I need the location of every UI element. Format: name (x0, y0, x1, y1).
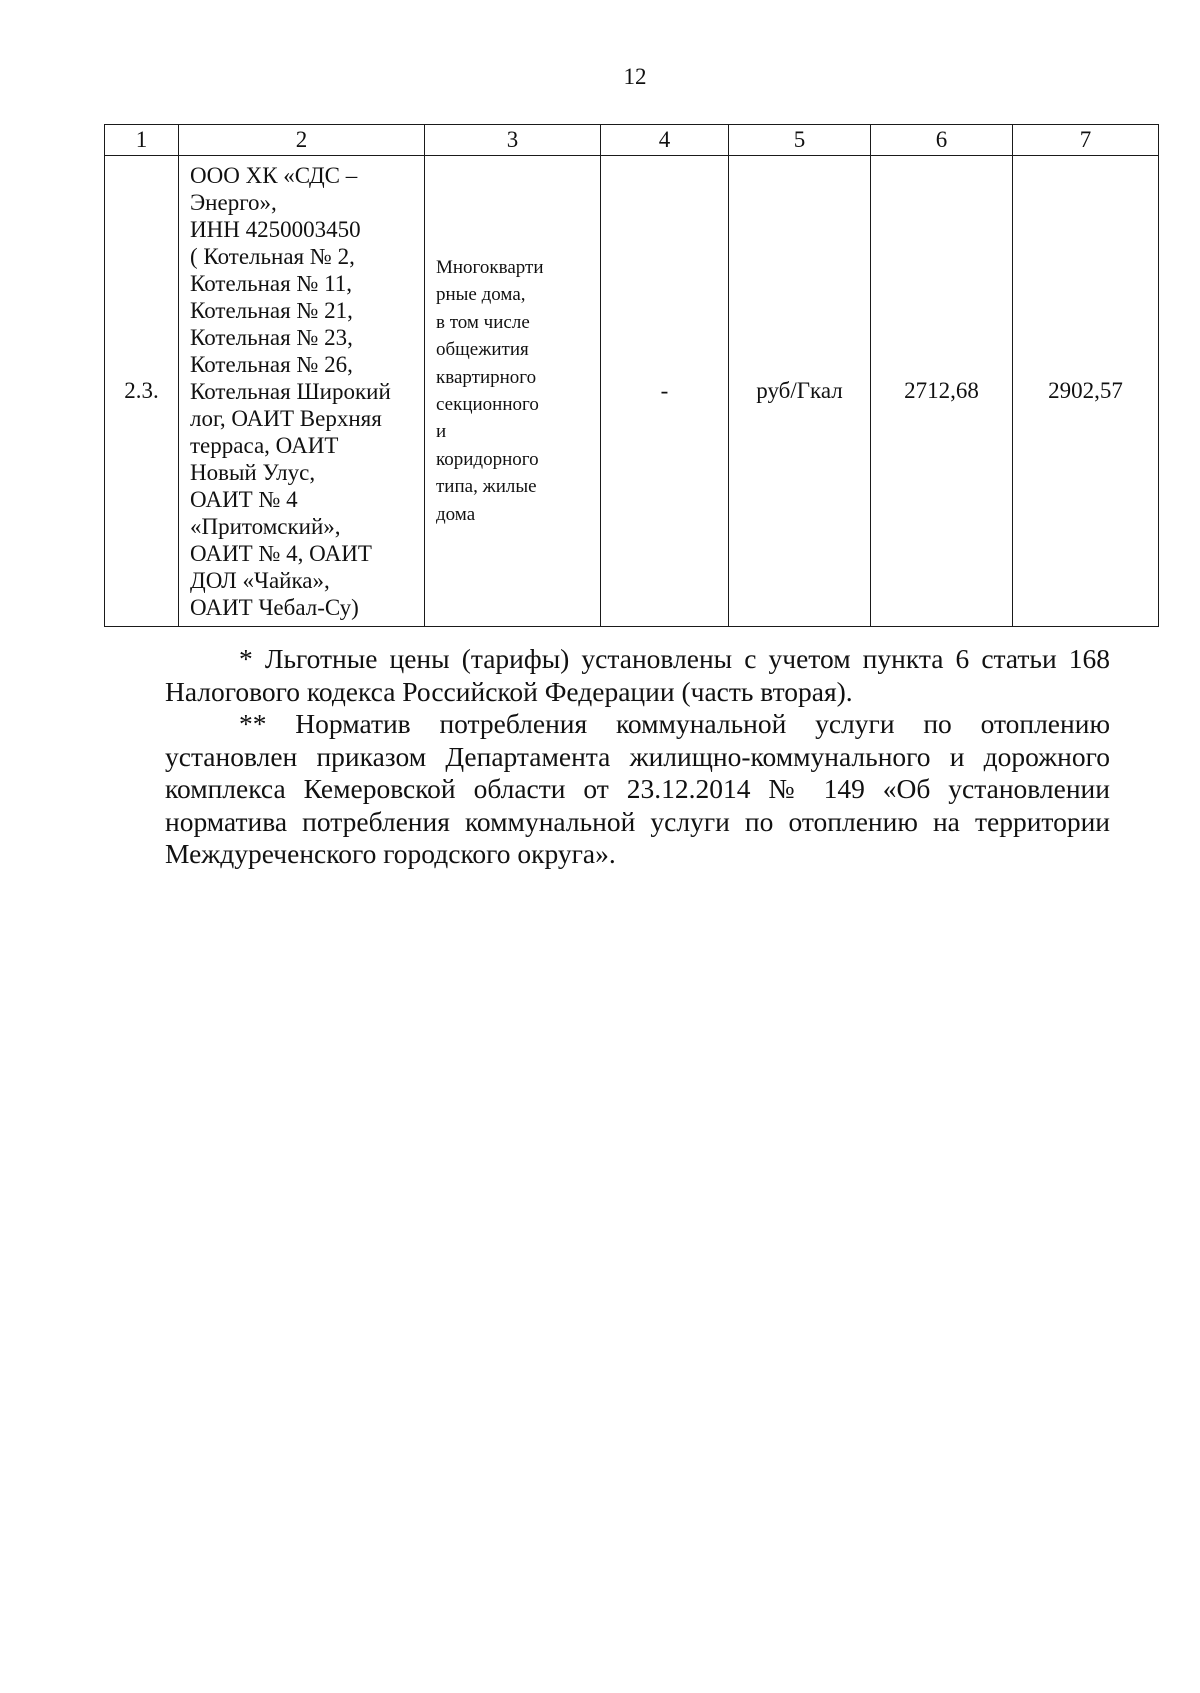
consumer-line: секционного (436, 394, 539, 415)
organization-line: ( Котельная № 2, (190, 243, 355, 269)
tariff-value-6-cell: 2712,68 (871, 156, 1013, 627)
page-number: 12 (623, 64, 647, 89)
consumer-line: типа, жилые (436, 476, 537, 498)
consumer-line: рные дома, (436, 284, 526, 306)
organization-cell (179, 156, 425, 627)
column-4-cell: - (601, 156, 729, 627)
organization-line: Новый Улус, (190, 459, 316, 485)
column-number-cell: 1 (105, 125, 179, 156)
organization-line: Энерго», (190, 189, 277, 215)
table-row (105, 156, 1159, 627)
organization-line: Котельная № 21, (190, 297, 353, 323)
unit-cell: руб/Гкал (729, 156, 871, 627)
organization-line: лог, ОАИТ Верхняя (190, 405, 382, 431)
column-number-cell: 6 (871, 125, 1013, 156)
column-number-cell: 3 (425, 125, 601, 156)
organization-line: ОАИТ № 4, ОАИТ (190, 540, 372, 566)
column-number-cell: 7 (1013, 125, 1159, 156)
consumer-line: в том числе (436, 311, 530, 333)
consumer-line: дома (436, 503, 476, 525)
column-number-cell: 5 (729, 125, 871, 156)
row-index-cell: 2.3. (105, 156, 179, 627)
organization-line: Котельная № 23, (190, 324, 353, 350)
consumer-line: и (436, 421, 447, 443)
organization-line: ИНН 4250003450 (190, 216, 361, 242)
consumer-line: коридорного (436, 448, 539, 470)
footnotes (165, 643, 1110, 871)
consumer-group-text (436, 254, 600, 528)
organization-line: Котельная Широкий (190, 378, 391, 404)
consumer-line: общежития (436, 339, 529, 361)
tariff-value-7-cell: 2902,57 (1013, 156, 1159, 627)
footnote-1: * Льготные цены (тарифы) установлены с учетом пункта 6 статьи 168 Налогового кодекса Российской Федерации (часть вторая). (165, 643, 1110, 707)
consumer-line: квартирного (436, 366, 537, 388)
tariff-table (104, 124, 1159, 627)
consumer-line: Многокварти (436, 256, 544, 278)
column-number-row (105, 125, 1159, 156)
organization-line: Котельная № 26, (190, 351, 353, 377)
organization-line: ОАИТ № 4 (190, 486, 298, 512)
organization-line: ДОЛ «Чайка», (190, 567, 330, 593)
column-number-cell: 2 (179, 125, 425, 156)
footnote-2: ** Норматив потребления коммунальной услуги по отоплению установлен приказом Департамента жилищно-коммунального и дорожного комплекса Кемеровской области от 23.12.2014 № 149 «Об установлении норматива потребления коммунальной услуги по отоплению на территории Междуреченского городского округа». (165, 708, 1110, 869)
consumer-group-cell (425, 156, 601, 627)
organization-line: ООО ХК «СДС – (190, 162, 358, 188)
organization-line: «Притомский», (190, 513, 341, 539)
organization-line: терраса, ОАИТ (190, 432, 339, 458)
organization-text (190, 162, 424, 621)
organization-line: ОАИТ Чебал-Су) (190, 594, 359, 620)
organization-line: Котельная № 11, (190, 270, 353, 296)
column-number-cell: 4 (601, 125, 729, 156)
